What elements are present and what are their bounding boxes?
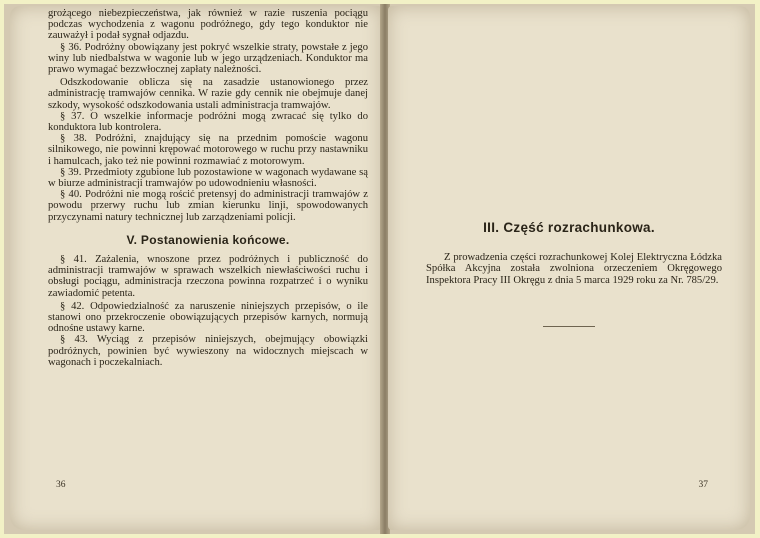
paragraph-s42: § 42. Odpowiedzialność za naruszenie niniejszych przepisów, o ile stanowi ono przekroczenie obowiązujących przepisów karnych, normują odnośne ustawy karne.	[48, 300, 368, 335]
paragraph-s41: § 41. Zażalenia, wnoszone przez podróżnych i publiczność do administracji tramwajów w sprawach wszelkich niewłaściwości ruchu i obsługi pociągu, administracja rzeczona powinna rozpatrzeć i o wyniku zawiadomić petenta.	[48, 254, 368, 299]
left-page-text	[48, 8, 368, 368]
left-page	[10, 6, 382, 530]
section-heading-final-provisions: V. Postanowienia końcowe.	[126, 232, 290, 247]
paragraph-s39: § 39. Przedmioty zgubione lub pozostawione w wagonach wydawane są w biurze administracji tramwajów po udowodnieniu własności.	[48, 166, 368, 190]
paragraph-compensation: Odszkodowanie oblicza się na zasadzie ustanowionego przez administrację tramwajów cennika. W razie gdy cennik nie obejmuje danej szkody, wysokość odszkodowania ustali administracja tramwajów.	[48, 77, 368, 111]
paragraph-s37: § 37. O wszelkie informacje podróżni mogą zwracać się tylko do konduktora lub kontrolera.	[48, 110, 368, 134]
paragraph-s36: § 36. Podróżny obowiązany jest pokryć wszelkie straty, powstałe z jego winy lub niedbalstwa w wagonie lub w jego urządzeniach. Konduktor ma prawo wymagać bezzwłocznej zapłaty należności.	[48, 41, 368, 76]
right-page-text	[426, 252, 722, 286]
page-number-right: 37	[698, 480, 708, 490]
paragraph-exemption: Z prowadzenia części rozrachunkowej Kolej Elektryczna Łódzka Spółka Akcyjna została zwolniona orzeczeniem Okręgowego Inspektora Pracy III Okręgu z dnia 5 marca 1929 roku za Nr. 785/29.	[426, 252, 722, 286]
scanned-booklet	[4, 4, 755, 534]
paragraph-s38: § 38. Podróżni, znajdujący się na przednim pomoście wagonu silnikowego, nie powinni krępować motorowego w ruchu przy nastawniku i hamulcach, jako też nie powinni rozmawiać z motorowym.	[48, 133, 368, 167]
right-page	[388, 6, 750, 530]
section-divider	[543, 326, 595, 327]
page-number-left: 36	[56, 480, 66, 490]
paragraph-continuation: grożącego niebezpieczeństwa, jak również w razie ruszenia pociągu podczas wychodzenia z wagonu podróżnego, gdy tego konduktor nie zauważył i podał sygnał odjazdu.	[48, 8, 368, 42]
paragraph-s40: § 40. Podróżni nie mogą rościć pretensyj do administracji tramwajów z powodu przerwy ruchu lub zmian kierunku linji, spowodowanych przyczynami natury technicznej lub zarządzeniami policji.	[48, 189, 368, 223]
section-heading-accounting: III. Część rozrachunkowa.	[483, 220, 655, 235]
paragraph-s43: § 43. Wyciąg z przepisów niniejszych, obejmujący obowiązki podróżnych, powinien być wywieszony na widocznych miejscach w wagonach i poczekalniach.	[48, 334, 368, 368]
